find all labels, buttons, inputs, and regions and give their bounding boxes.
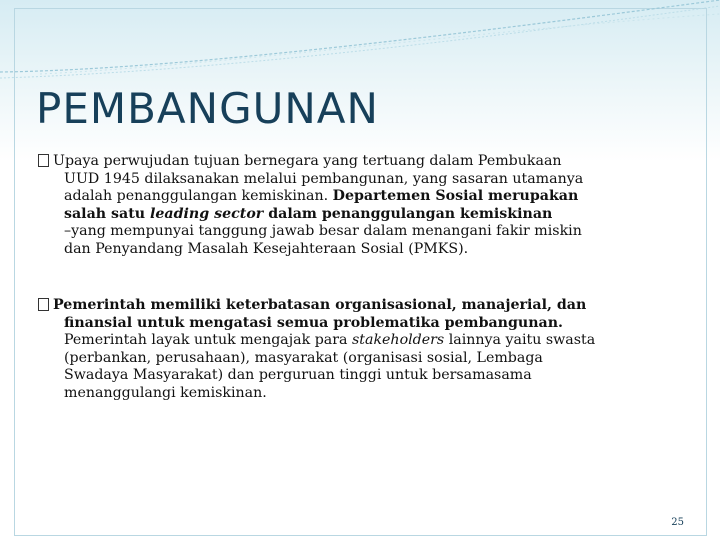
text-line — [38, 315, 678, 333]
text-segment: leading sector — [150, 205, 264, 222]
text-line — [38, 223, 678, 241]
text-segment: Departemen Sosial merupakan — [332, 188, 579, 205]
text-segment: salah satu — [64, 205, 151, 222]
text-segment: adalah penanggulangan kemiskinan. — [64, 188, 333, 205]
text-line — [38, 153, 678, 171]
text-segment: UUD 1945 dilaksanakan melalui pembangunan, yang sasaran utamanya — [64, 170, 584, 187]
text-line — [38, 171, 678, 189]
text-line — [38, 206, 678, 224]
text-line — [38, 385, 678, 403]
bullet-paragraph-1 — [38, 153, 678, 259]
text-segment: Pemerintah layak untuk mengajak para — [64, 332, 352, 349]
text-segment: Swadaya Masyarakat) dan perguruan tinggi untuk bersamasama — [64, 367, 532, 384]
text-line — [38, 241, 678, 259]
text-segment: (perbankan, perusahaan), masyarakat (organisasi sosial, Lembaga — [64, 349, 543, 366]
text-line — [38, 188, 678, 206]
decorative-swoosh — [0, 0, 720, 90]
text-segment: dalam penanggulangan kemiskinan — [263, 205, 553, 222]
text-segment: menanggulangi kemiskinan. — [64, 384, 267, 401]
text-line — [38, 332, 678, 350]
slide-title: PEMBANGUNAN — [36, 84, 379, 133]
text-line — [38, 297, 678, 315]
square-bullet-icon — [38, 298, 49, 311]
square-bullet-icon — [38, 154, 49, 167]
text-line — [38, 367, 678, 385]
bullet-paragraph-2 — [38, 297, 678, 403]
text-segment: Upaya perwujudan tujuan bernegara yang tertuang dalam Pembukaan — [53, 153, 562, 169]
text-line — [38, 350, 678, 368]
text-segment: finansial untuk mengatasi semua problematika pembangunan. — [64, 314, 563, 331]
text-segment: stakeholders — [352, 332, 445, 349]
page-number: 25 — [671, 517, 684, 528]
text-segment: Pemerintah memiliki keterbatasan organisasional, manajerial, dan — [53, 297, 587, 313]
text-segment: dan Penyandang Masalah Kesejahteraan Sosial (PMKS). — [64, 240, 469, 257]
text-segment: lainnya yaitu swasta — [444, 332, 596, 349]
text-segment: –yang mempunyai tanggung jawab besar dalam menangani fakir miskin — [64, 223, 582, 240]
